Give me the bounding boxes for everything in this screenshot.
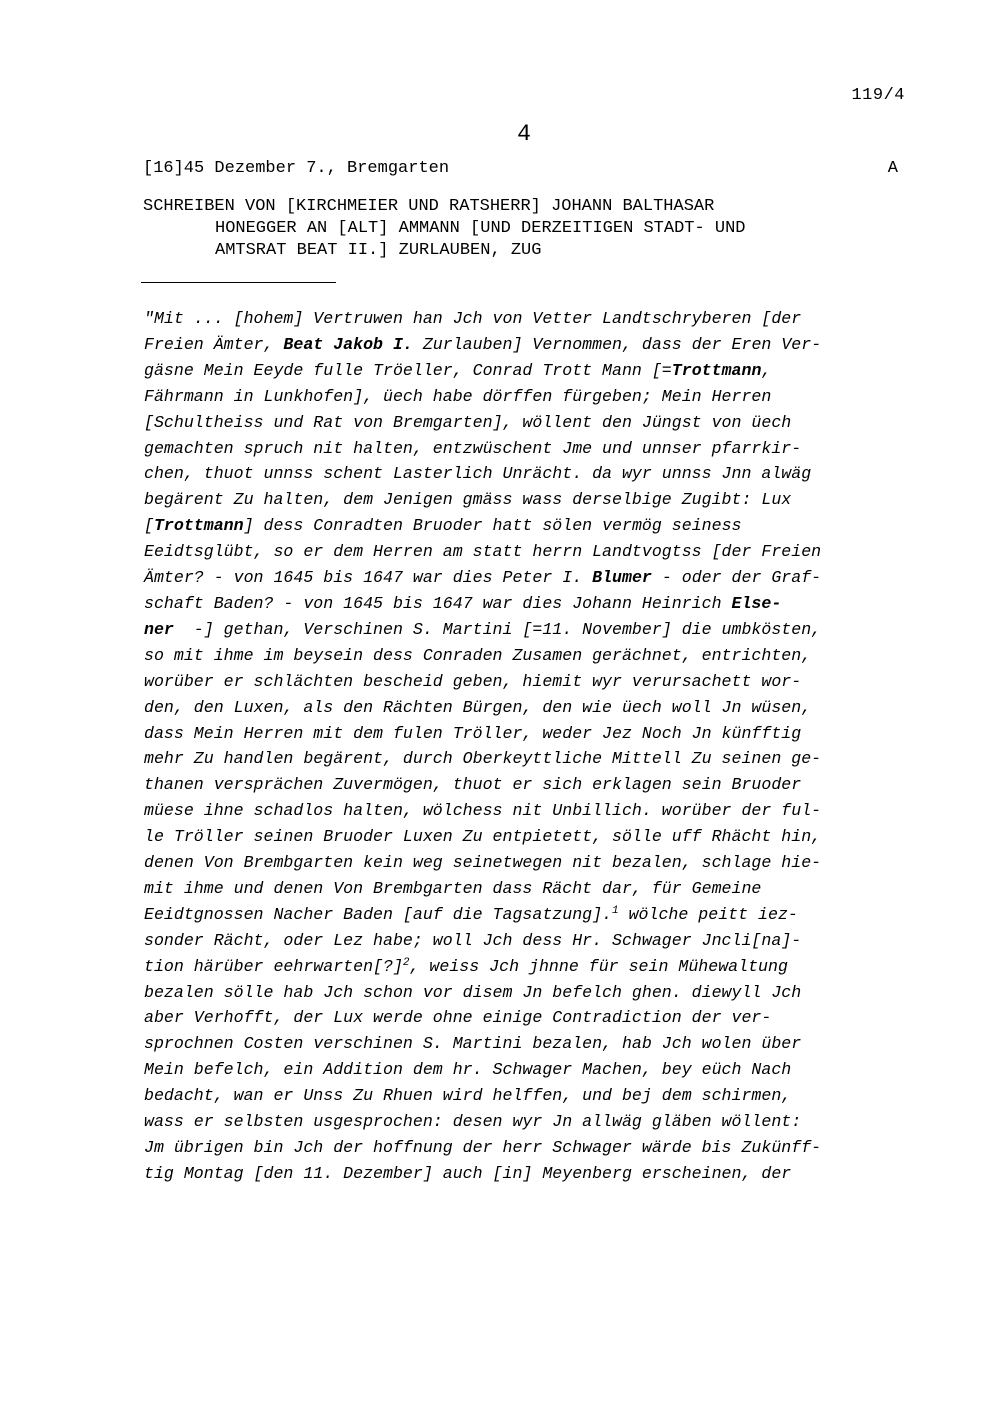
footnote-marker: 1 [612, 904, 619, 917]
text-line: sonder Rächt, oder Lez habe; woll Jch dess Hr. Schwager Jncli[na]- [144, 930, 802, 950]
title-divider [141, 282, 336, 283]
text-line: den, den Luxen, als den Rächten Bürgen, den wie üech woll Jn wüsen, [144, 697, 812, 717]
text-line: worüber er schlächten bescheid geben, hiemit wyr verursachett wor- [144, 671, 802, 691]
text-line: dass Mein Herren mit dem fulen Tröller, weder Jez Noch Jn künfftig [144, 723, 802, 743]
text-fragment: Zurlauben] Vernommen, dass der Eren Ver- [412, 334, 822, 354]
text-line [144, 335, 821, 354]
text-line: gemachten spruch nit halten, entzwüschent Jme und unnser pfarrkir- [144, 438, 802, 458]
title-line: HONEGGER AN [ALT] AMMANN [UND DERZEITIGEN STADT- UND [215, 219, 746, 238]
text-fragment: wölche peitt iez- [618, 904, 798, 924]
text-fragment: schaft Baden? - von 1645 bis 1647 war dies Johann Heinrich [144, 593, 732, 613]
text-fragment: , weiss Jch jhnne für sein Mühewaltung [409, 956, 788, 976]
letter-body [144, 306, 904, 1187]
text-line: Mein befelch, ein Addition dem hr. Schwager Machen, bey eüch Nach [144, 1060, 792, 1080]
text-fragment: -] gethan, Verschinen S. Martini [=11. November] die umbkösten, [173, 619, 822, 639]
document-title [143, 196, 883, 262]
text-line: [Schultheiss und Rat von Bremgarten], wöllent den Jüngst von üech [144, 412, 792, 432]
text-line: "Mit ... [hohem] Vertruwen han Jch von Vetter Landtschryberen [der [144, 309, 802, 328]
text-line [144, 568, 821, 587]
text-line: Jm übrigen bin Jch der hoffnung der herr Schwager wärde bis Zukünff- [144, 1138, 822, 1157]
bold-name: Else- [731, 593, 782, 613]
bold-name: Trottmann [153, 516, 244, 536]
text-line [144, 516, 742, 535]
text-fragment: - oder der Graf- [651, 568, 822, 588]
bold-name: Blumer [592, 568, 652, 588]
text-line: wass er selbsten usgesprochen: desen wyr Jn allwäg gläben wöllent: [144, 1112, 802, 1132]
text-fragment: ] dess Conradten Bruoder hatt sölen vermög seiness [243, 516, 742, 536]
text-line: chen, thuot unnss schent Lasterlich Unrächt. da wyr unnss Jnn alwäg [144, 464, 812, 484]
bold-name: ner [144, 619, 174, 639]
text-fragment: Freien Ämter, [144, 334, 284, 354]
text-fragment: Eeidtgnossen Nacher Baden [auf die Tagsatzung]. [144, 904, 613, 924]
text-fragment: , [761, 360, 772, 380]
text-line: thanen versprächen Zuvermögen, thuot er sich erklagen sein Bruoder [144, 775, 802, 795]
text-line: le Tröller seinen Bruoder Luxen Zu entpietett, sölle uff Rhächt hin, [144, 827, 822, 847]
text-line: so mit ihme im beysein dess Conraden Zusamen gerächnet, entrichten, [144, 645, 812, 665]
text-line [144, 957, 788, 976]
text-fragment: [ [144, 516, 154, 536]
footnote-marker: 2 [402, 956, 410, 969]
bold-name: Trottmann [671, 360, 762, 380]
title-line: SCHREIBEN VON [KIRCHMEIER UND RATSHERR] JOHANN BALTHASAR [143, 197, 715, 216]
text-line: Eeidtsglübt, so er dem Herren am statt herrn Landtvogtss [der Freien [144, 542, 822, 562]
bold-name: Beat Jakob I. [283, 334, 413, 354]
text-line: bezalen sölle hab Jch schon vor disem Jn befelch ghen. diewyll Jch [144, 982, 802, 1002]
date-place-line [143, 159, 898, 178]
text-line: sprochnen Costen verschinen S. Martini bezalen, hab Jch wolen über [144, 1034, 802, 1054]
text-line [144, 905, 798, 924]
text-line: aber Verhofft, der Lux werde ohne einige Contradiction der ver- [144, 1008, 772, 1028]
document-number: 4 [517, 121, 531, 147]
text-fragment: Ämter? - von 1645 bis 1647 war dies Peter I. [144, 568, 593, 588]
text-line: müese ihne schadlos halten, wölchess nit Unbillich. worüber der ful- [144, 801, 822, 821]
version-letter: A [887, 159, 898, 178]
page-reference: 119/4 [851, 86, 905, 105]
text-line: denen Von Brembgarten kein weg seinetwegen nit bezalen, schlage hie- [144, 853, 822, 873]
text-line: mehr Zu handlen begärent, durch Oberkeyttliche Mittell Zu seinen ge- [144, 749, 822, 769]
text-line: bedacht, wan er Unss Zu Rhuen wird helffen, und bej dem schirmen, [144, 1086, 792, 1106]
title-line: AMTSRAT BEAT II.] ZURLAUBEN, ZUG [215, 241, 542, 260]
text-line [144, 594, 781, 613]
text-line: mit ihme und denen Von Brembgarten dass Rächt dar, für Gemeine [144, 878, 762, 898]
text-line: tig Montag [den 11. Dezember] auch [in] Meyenberg erscheinen, der [144, 1163, 792, 1183]
text-fragment: gäsne Mein Eeyde fulle Tröeller, Conrad Trott Mann [= [144, 360, 672, 380]
text-line [144, 361, 771, 380]
text-fragment: tion härüber eehrwarten[?] [144, 956, 403, 976]
text-line: Fährmann in Lunkhofen], üech habe dörffen fürgeben; Mein Herren [144, 386, 772, 406]
date-place: [16]45 Dezember 7., Bremgarten [143, 159, 450, 178]
text-line [144, 620, 821, 639]
text-line: begärent Zu halten, dem Jenigen gmäss wass derselbige Zugibt: Lux [144, 490, 792, 510]
